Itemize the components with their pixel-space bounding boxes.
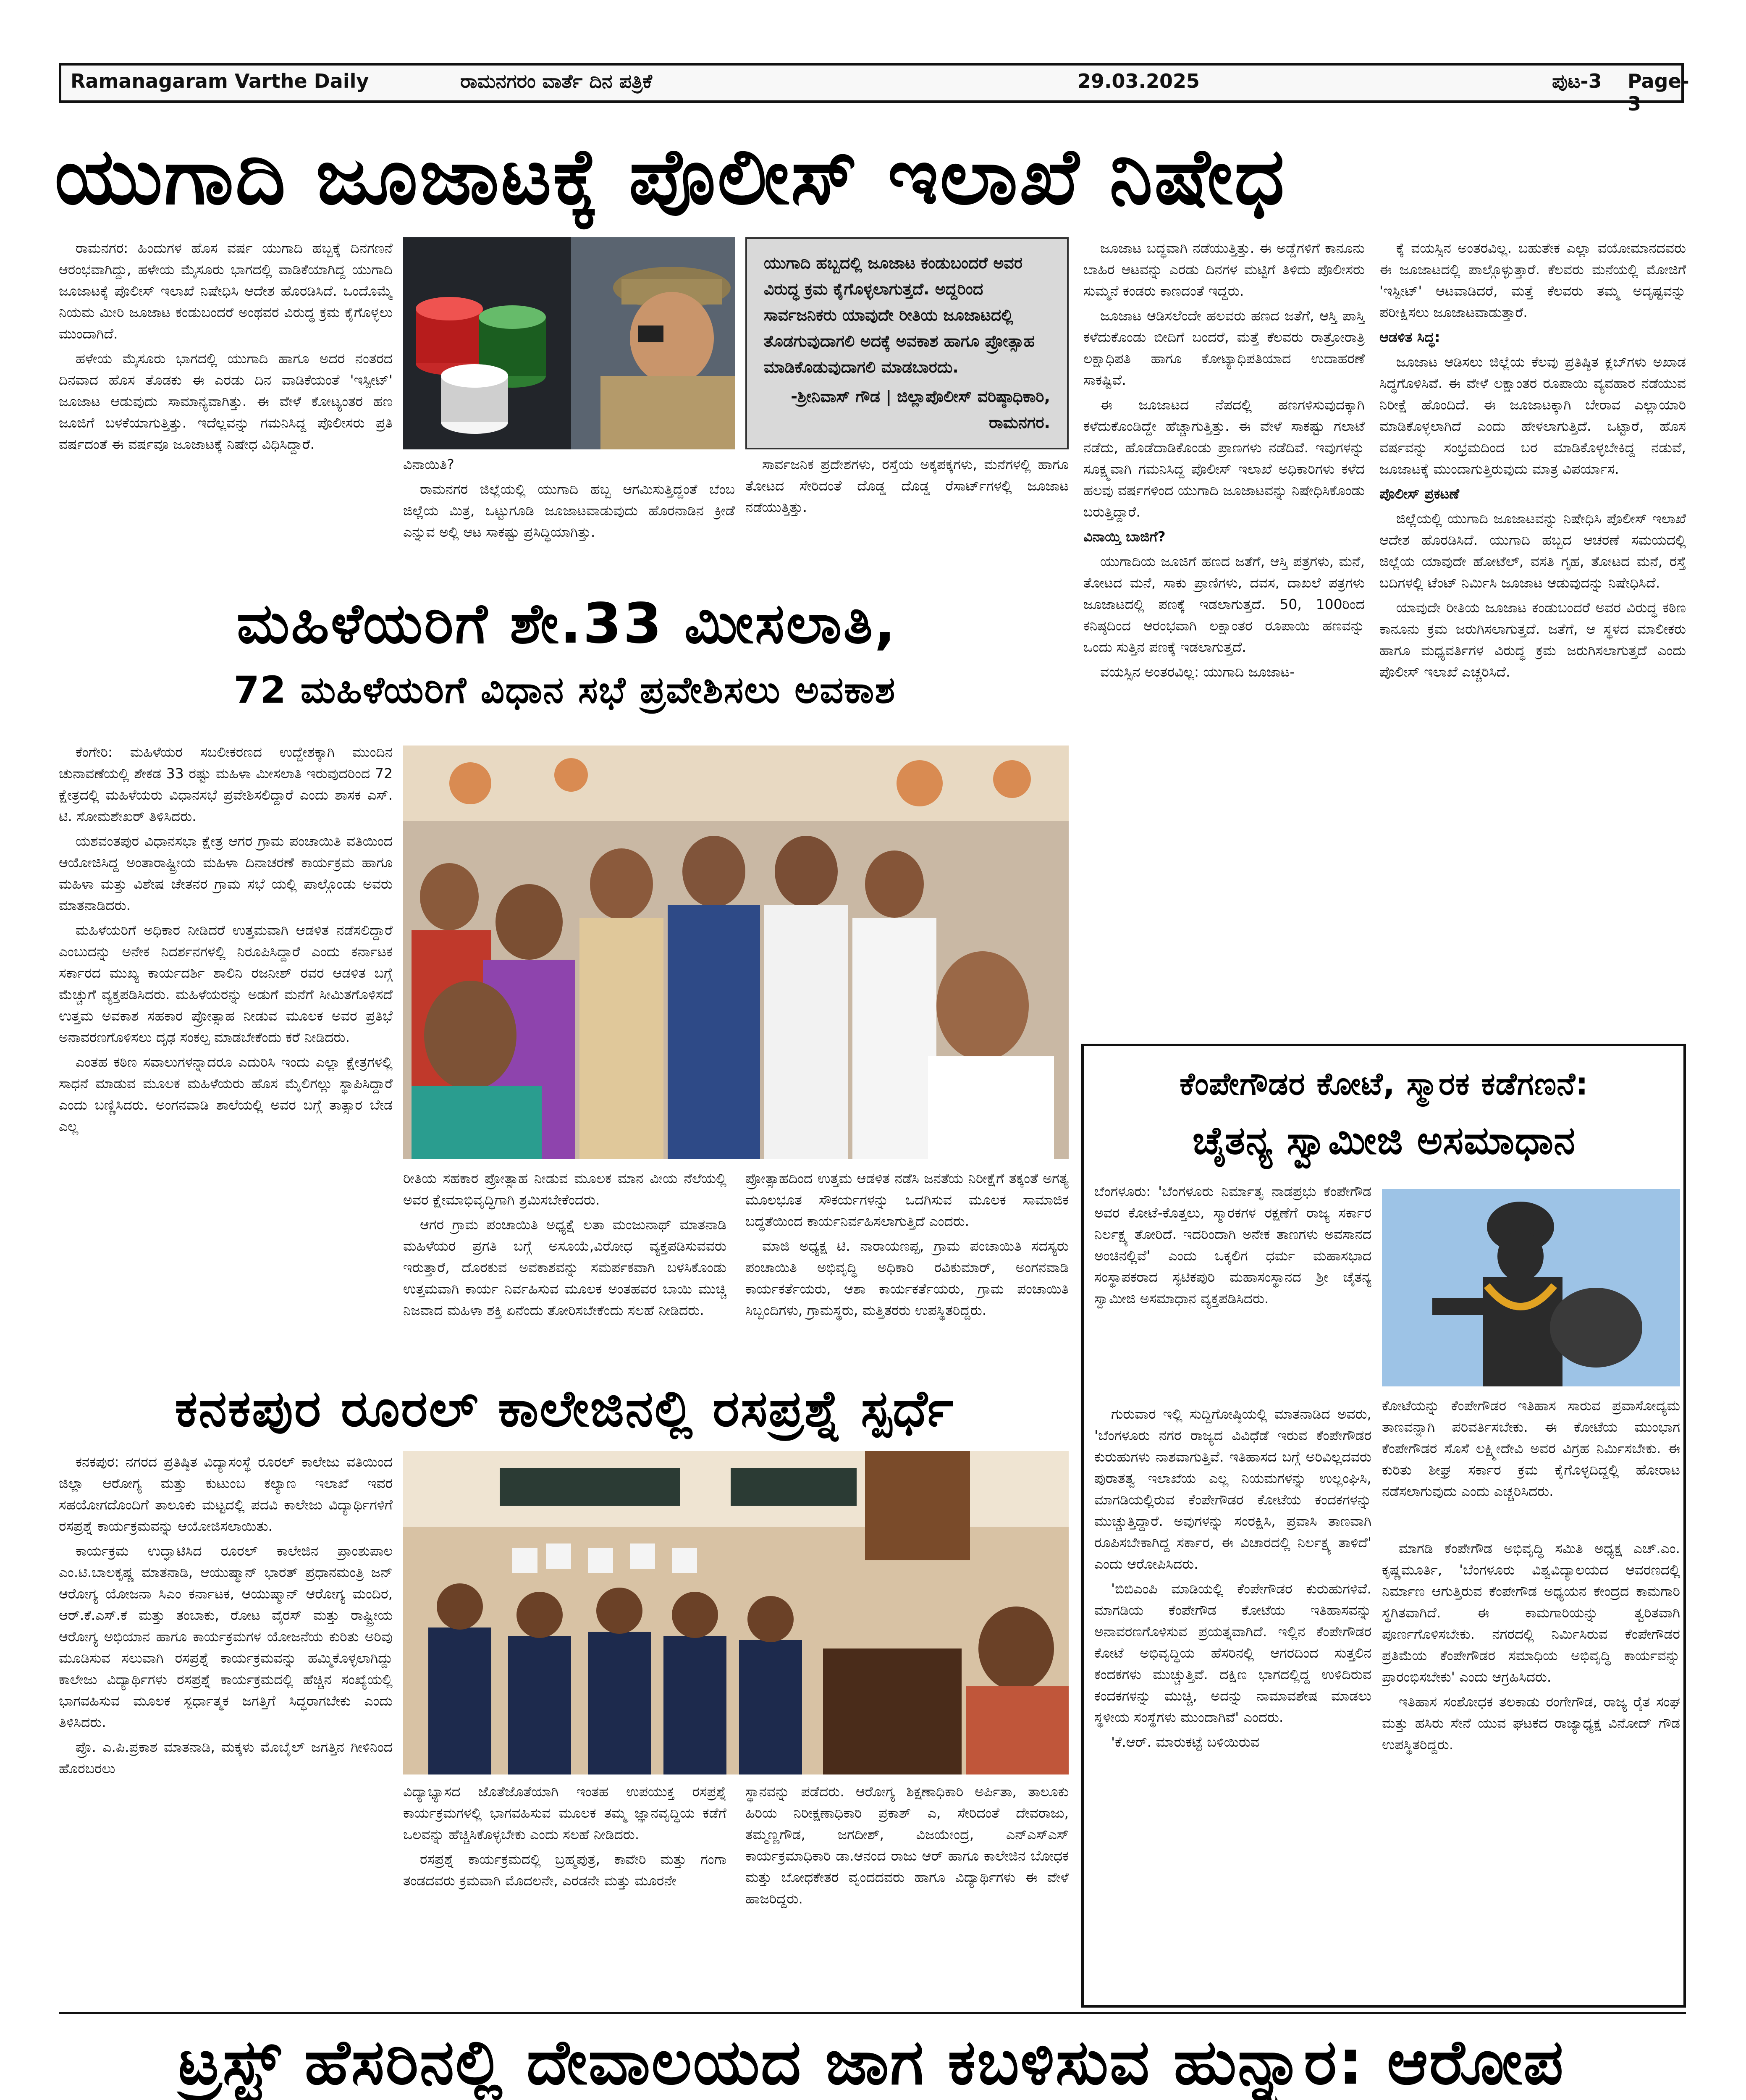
story4-photo-quiz-students [403, 1451, 1069, 1774]
paper-name-english: Ramanagaram Varthe Daily [71, 70, 369, 92]
paragraph: ಇತಿಹಾಸ ಸಂಶೋಧಕ ತಲಕಾಡು ರಂಗೇಗೌಡ, ರಾಜ್ಯ ರೈತ ಸಂಘ ಮತ್ತು ಹಸಿರು ಸೇನೆ ಯುವ ಘಟಕದ ರಾಜ್ಯಾಧ್ಯಕ್ಷ ವಿನೋದ್ ಗೌಡ ಉಪಸ್ಥಿತರಿದ್ದರು. [1382, 1693, 1680, 1753]
podium-icon [823, 1648, 962, 1774]
story3-box [1081, 1044, 1686, 2008]
paragraph: ಎಂತಹ ಕಠಿಣ ಸವಾಲುಗಳನ್ನಾದರೂ ಎದುರಿಸಿ ಇಂದು ಎಲ್ಲಾ ಕ್ಷೇತ್ರಗಳಲ್ಲಿ ಸಾಧನೆ ಮಾಡುವ ಮೂಲಕ ಮಹಿಳೆಯರು ಹೊಸ ಮೈಲಿಗಲ್ಲು ಸ್ಥಾಪಿಸಿದ್ದಾರೆ ಎಂದು ಬಣ್ಣಿಸಿದರು. ಅಂಗನವಾಡಿ ಶಾಲೆಯಲ್ಲಿ ಅವರ ಬಗ್ಗೆ ತಾತ್ಸಾರ ಬೇಡ ಎಲ್ಲ [59, 1054, 393, 1134]
subheading: ವಿನಾಯ್ತಿ ಬಾಜಿಗೆ? [1083, 528, 1166, 545]
paragraph: ಕೆಂಗೇರಿ: ಮಹಿಳೆಯರ ಸಬಲೀಕರಣದ ಉದ್ದೇಶಕ್ಕಾಗಿ ಮುಂದಿನ ಚುನಾವಣೆಯಲ್ಲಿ ಶೇಕಡ 33 ರಷ್ಟು ಮಹಿಳಾ ಮೀಸಲಾತಿ ಇರುವುದರಿಂದ 72 ಕ್ಷೇತ್ರದಲ್ಲಿ ಮಹಿಳೆಯರು ವಿಧಾನಸಭೆ ಪ್ರವೇಶಿಸಲಿದ್ದಾರೆ ಎಂದು ಶಾಸಕ ಎಸ್. ಟಿ. ಸೋಮಶೇಖರ್ ತಿಳಿಸಿದರು. [59, 744, 393, 824]
paragraph: ಕಾರ್ಯಕ್ರಮ ಉದ್ಘಾಟಿಸಿದ ರೂರಲ್ ಕಾಲೇಜಿನ ಪ್ರಾಂಶುಪಾಲ ಎಂ.ಟಿ.ಬಾಲಕೃಷ್ಣ ಮಾತನಾಡಿ, ಆಯುಷ್ಮಾನ್ ಭಾರತ್ ಪ್ರಧಾನಮಂತ್ರಿ ಜನ್ ಆರೋಗ್ಯ ಯೋಜನಾ ಸಿಎಂ ಕರ್ನಾಟಕ, ಆಯುಷ್ಮಾನ್ ಆರೋಗ್ಯ ಮಂದಿರ, ಆರ್.ಕೆ.ಎಸ್.ಕೆ ಮತ್ತು ತಂಬಾಕು, ರೋಟ ವೈರಸ್ ಮತ್ತು ರಾಷ್ಟ್ರೀಯ ಆರೋಗ್ಯ ಅಭಿಯಾನ ಹಾಗೂ ಕಾರ್ಯಕ್ರಮಗಳ ಯೋಜನೆಯ ಕುರಿತು ಅರಿವು ಮೂಡಿಸುವ ಸಲುವಾಗಿ ರಸಪ್ರಶ್ನೆ ಕಾರ್ಯಕ್ರಮವನ್ನು ಹಮ್ಮಿಕೊಳ್ಳಲಾಗಿದ್ದು ಕಾಲೇಜು ವಿದ್ಯಾರ್ಥಿಗಳು ರಸಪ್ರಶ್ನೆ ಕಾರ್ಯಕ್ರಮದಲ್ಲಿ ಹೆಚ್ಚಿನ ಸಂಖ್ಯೆಯಲ್ಲಿ ಭಾಗವಹಿಸುವ ಮೂಲಕ ಸ್ಪರ್ಧಾತ್ಮಕ ಜಗತ್ತಿಗೆ ಸಿದ್ಧರಾಗಬೇಕು ಎಂದು ತಿಳಿಸಿದರು. [59, 1543, 393, 1730]
paragraph: ಮಾಗಡಿ ಕೆಂಪೇಗೌಡ ಅಭಿವೃದ್ಧಿ ಸಮಿತಿ ಅಧ್ಯಕ್ಷ ಎಚ್.ಎಂ. ಕೃಷ್ಣಮೂರ್ತಿ, 'ಬೆಂಗಳೂರು ವಿಶ್ವವಿದ್ಯಾಲಯದ ಆವರಣದಲ್ಲಿ ನಿರ್ಮಾಣ ಆಗುತ್ತಿರುವ ಕೆಂಪೇಗೌಡ ಅಧ್ಯಯನ ಕೇಂದ್ರದ ಕಾಮಗಾರಿ ಸ್ಥಗಿತವಾಗಿದೆ. ಈ ಕಾಮಗಾರಿಯನ್ನು ತ್ವರಿತವಾಗಿ ಪೂರ್ಣಗೊಳಿಸಬೇಕು. ನಗರದಲ್ಲಿ ನಿರ್ಮಿಸಿರುವ ಕೆಂಪೇಗೌಡರ ಪ್ರತಿಮೆಯ ಕೆಂಪೇಗೌಡರ ಸಮಾಧಿಯ ಅಭಿವೃದ್ಧಿ ಕಾರ್ಯವನ್ನು ಪ್ರಾರಂಭಿಸಬೇಕು' ಎಂದು ಆಗ್ರಹಿಸಿದರು. [1382, 1540, 1680, 1685]
paragraph: ಯಶವಂತಪುರ ವಿಧಾನಸಭಾ ಕ್ಷೇತ್ರ ಆಗರ ಗ್ರಾಮ ಪಂಚಾಯಿತಿ ವತಿಯಿಂದ ಆಯೋಜಿಸಿದ್ದ ಅಂತಾರಾಷ್ಟ್ರೀಯ ಮಹಿಳಾ ದಿನಾಚರಣೆ ಕಾರ್ಯಕ್ರಮ ಹಾಗೂ ಮಹಿಳಾ ಮತ್ತು ವಿಶೇಷ ಚೇತನರ ಗ್ರಾಮ ಸಭೆ ಯಲ್ಲಿ ಪಾಲ್ಗೊಂಡು ಅವರು ಮಾತನಾಡಿದರು. [59, 833, 393, 914]
paragraph: ಪ್ರೊ. ಎ.ಪಿ.ಪ್ರಕಾಶ ಮಾತನಾಡಿ, ಮಕ್ಕಳು ಮೊಬೈಲ್ ಜಗತ್ತಿನ ಗೀಳಿನಿಂದ ಹೊರಬರಲು [59, 1739, 393, 1777]
paragraph: ಪ್ರೋತ್ಸಾಹದಿಂದ ಉತ್ತಮ ಆಡಳಿತ ನಡೆಸಿ ಜನತೆಯ ನಿರೀಕ್ಷೆಗೆ ತಕ್ಕಂತೆ ಅಗತ್ಯ ಮೂಲಭೂತ ಸೌಕರ್ಯಗಳನ್ನು ಒದಗಿಸುವ ಮೂಲಕ ಸಾಮಾಜಿಕ ಬದ್ಧತೆಯಿಂದ ಕಾರ್ಯನಿರ್ವಹಿಸಲಾಗುತ್ತಿದೆ ಎಂದರು. [745, 1170, 1069, 1229]
subheading: ಪೊಲೀಸ್ ಪ್ರಕಟಣೆ [1379, 486, 1460, 502]
story3-column-left [1094, 1403, 1371, 2000]
story1-pull-quote [745, 237, 1069, 449]
paragraph: ರಸಪ್ರಶ್ನೆ ಕಾರ್ಯಕ್ರಮದಲ್ಲಿ ಬ್ರಹ್ಮಪುತ್ರ, ಕಾವೇರಿ ಮತ್ತು ಗಂಗಾ ತಂಡದವರು ಕ್ರಮವಾಗಿ ಮೊದಲನೇ, ಎರಡನೇ ಮತ್ತು ಮೂರನೇ [403, 1851, 726, 1889]
quote-text: ಯುಗಾದಿ ಹಬ್ಬದಲ್ಲಿ ಜೂಜಾಟ ಕಂಡುಬಂದರೆ ಅವರ ವಿರುದ್ಧ ಕ್ರಮ ಕೈಗೊಳ್ಳಲಾಗುತ್ತದೆ. ಅದ್ದರಿಂದ ಸಾರ್ವಜನಿಕರು ಯಾವುದೇ ರೀತಿಯ ಜೂಜಾಟದಲ್ಲಿ ತೊಡಗುವುದಾಗಲಿ ಅದಕ್ಕೆ ಅವಕಾಶ ಹಾಗೂ ಪ್ರೋತ್ಸಾಹ ಮಾಡಿಕೊಡುವುದಾಗಲಿ ಮಾಡಬಾರದು. [764, 254, 1035, 376]
story3-column-right [1382, 1538, 1680, 2000]
story1-column-4 [1083, 237, 1365, 1033]
story4-column-2 [403, 1781, 726, 1999]
subheading: ಆಡಳಿತ ಸಿದ್ಧ: [1379, 329, 1440, 345]
story3-intro [1094, 1181, 1371, 1397]
page-number-kannada: ಪುಟ-3 [1552, 70, 1602, 92]
paragraph: ಗುರುವಾರ ಇಲ್ಲಿ ಸುದ್ದಿಗೋಷ್ಠಿಯಲ್ಲಿ ಮಾತನಾಡಿದ ಅವರು, 'ಬೆಂಗಳೂರು ನಗರ ರಾಜ್ಯದ ವಿವಿಧೆಡೆ ಇರುವ ಕೆಂಪೇಗೌಡರ ಕುರುಹುಗಳು ನಾಶವಾಗುತ್ತಿವೆ. ಇತಿಹಾಸದ ಬಗ್ಗೆ ಅರಿವಿಲ್ಲದವರು ಪುರಾತತ್ವ ಇಲಾಖೆಯ ಎಲ್ಲ ನಿಯಮಗಳನ್ನು ಉಲ್ಲಂಘಿಸಿ, ಮಾಗಡಿಯಲ್ಲಿರುವ ಕೆಂಪೇಗೌಡರ ಕೋಟೆಯ ಕಂದಕಗಳನ್ನು ಮುಚ್ಚುತ್ತಿದ್ದಾರೆ. ಅವುಗಳನ್ನು ಸಂರಕ್ಷಿಸಿ, ಪ್ರವಾಸಿ ತಾಣವಾಗಿ ರೂಪಿಸಬೇಕಾಗಿದ್ದ ಸರ್ಕಾರ, ಈ ವಿಚಾರದಲ್ಲಿ ನಿರ್ಲಕ್ಷ್ಯ ತಾಳಿದೆ' ಎಂದು ಆರೋಪಿಸಿದರು. [1094, 1406, 1371, 1572]
paragraph: ರಾಮನಗರ: ಹಿಂದುಗಳ ಹೊಸ ವರ್ಷ ಯುಗಾದಿ ಹಬ್ಬಕ್ಕೆ ದಿನಗಣನೆ ಆರಂಭವಾಗಿದ್ದು, ಹಳೇಯ ಮೈಸೂರು ಭಾಗದಲ್ಲಿ ವಾಡಿಕೆಯಾಗಿದ್ದ ಯುಗಾದಿ ಜೂಜಾಟಕ್ಕೆ ಪೊಲೀಸ್ ಇಲಾಖೆ ನಿಷೇಧಿಸಿ ಆದೇಶ ಹೊರಡಿಸಿದೆ. ಒಂದೊಮ್ಮೆ ನಿಯಮ ಮೀರಿ ಜೂಜಾಟ ಕಂಡುಬಂದರೆ ಅಂಥವರ ವಿರುದ್ಧ ಕ್ರಮ ಕೈಗೊಳ್ಳಲು ಮುಂದಾಗಿದೆ. [59, 240, 393, 342]
story4-headline: ಕನಕಪುರ ರೂರಲ್ ಕಾಲೇಜಿನಲ್ಲಿ ರಸಪ್ರಶ್ನೆ ಸ್ಪರ್ಧೆ [175, 1380, 955, 1438]
story3-right-caption [1382, 1395, 1680, 1533]
page-number-english: Page-3 [1628, 70, 1689, 115]
story4-column-1 [59, 1451, 393, 1997]
story2-headline-line1: ಮಹಿಳೆಯರಿಗೆ ಶೇ.33 ಮೀಸಲಾತಿ, [236, 591, 897, 656]
paragraph: ಹಳೇಯ ಮೈಸೂರು ಭಾಗದಲ್ಲಿ ಯುಗಾದಿ ಹಾಗೂ ಅದರ ನಂತರದ ದಿನವಾದ ಹೊಸ ತೊಡಕು ಈ ಎರಡು ದಿನ ವಾಡಿಕೆಯಂತೆ 'ಇಸ್ಪೀಟ್' ಜೂಜಾಟ ಆಡುವುದು ಸಾಮಾನ್ಯವಾಗಿತ್ತು. ಈ ವೇಳೆ ಕೋಟ್ಯಂತರ ಹಣ ಜೂಜಿಗೆ ಬಳಕೆಯಾಗುತ್ತಿತ್ತು. ಇದೆಲ್ಲವನ್ನು ಗಮನಿಸಿದ್ದ ಪೊಲೀಸರು ಪ್ರತಿ ವರ್ಷದಂತೆ ಈ ವರ್ಷವೂ ಜೂಜಾಟಕ್ಕೆ ನಿಷೇಧ ವಿಧಿಸಿದ್ದಾರೆ. [59, 350, 393, 452]
paragraph: ಮಹಿಳೆಯರಿಗೆ ಅಧಿಕಾರ ನೀಡಿದರೆ ಉತ್ತಮವಾಗಿ ಆಡಳಿತ ನಡೆಸಲಿದ್ದಾರೆ ಎಂಬುದನ್ನು ಅನೇಕ ನಿದರ್ಶನಗಳಲ್ಲಿ ನಿರೂಪಿಸಿದ್ದಾರೆ ಎಂದು ಕರ್ನಾಟಕ ಸರ್ಕಾರದ ಮುಖ್ಯ ಕಾರ್ಯದರ್ಶಿ ಶಾಲಿನಿ ರಜನೀಶ್ ರವರ ಆಡಳಿತ ಬಗ್ಗೆ ಮೆಚ್ಚುಗೆ ವ್ಯಕ್ತಪಡಿಸಿದರು. ಮಹಿಳೆಯರನ್ನು ಅಡುಗೆ ಮನೆಗೆ ಸೀಮಿತಗೊಳಿಸದೆ ಉತ್ತಮ ಅವಕಾಶ ಸಹಕಾರ ಪ್ರೋತ್ಸಾಹ ನೀಡುವ ಮೂಲಕ ಅವರ ಪ್ರತಿಭೆ ಅನಾವರಣಗೊಳಿಸಲು ದೃಢ ಸಂಕಲ್ಪ ಮಾಡಬೇಕೆಂದು ಕರೆ ನೀಡಿದರು. [59, 922, 393, 1045]
paragraph: ಜಿಲ್ಲೆಯಲ್ಲಿ ಯುಗಾದಿ ಜೂಜಾಟವನ್ನು ನಿಷೇಧಿಸಿ ಪೊಲೀಸ್ ಇಲಾಖೆ ಆದೇಶ ಹೊರಡಿಸಿದೆ. ಯುಗಾದಿ ಹಬ್ಬದ ಆಚರಣೆ ಸಮಯದಲ್ಲಿ ಜಿಲ್ಲೆಯ ಯಾವುದೇ ಹೋಟೆಲ್, ವಸತಿ ಗೃಹ, ತೋಟದ ಮನೆ, ರಸ್ತೆ ಬದಿಗಳಲ್ಲಿ ಟೆಂಟ್ ನಿರ್ಮಿಸಿ ಜೂಜಾಟ ಆಡುವುದನ್ನು ನಿಷೇಧಿಸಿದೆ. [1379, 510, 1686, 591]
paragraph: ಮಾಜಿ ಅಧ್ಯಕ್ಷ ಟಿ. ನಾರಾಯಣಪ್ಪ, ಗ್ರಾಮ ಪಂಚಾಯಿತಿ ಸದಸ್ಯರು ಪಂಚಾಯಿತಿ ಅಭಿವೃದ್ಧಿ ಅಧಿಕಾರಿ ರವಿಕುಮಾರ್, ಅಂಗನವಾಡಿ ಕಾರ್ಯಕರ್ತೆಯರು, ಆಶಾ ಕಾರ್ಯಕರ್ತೆಯರು, ಗ್ರಾಮ ಪಂಚಾಯಿತಿ ಸಿಬ್ಬಂದಿಗಳು, ಗ್ರಾಮಸ್ಥರು, ಮತ್ತಿತರರು ಉಪಸ್ಥಿತರಿದ್ದರು. [745, 1238, 1069, 1318]
story1-column-3 [745, 454, 1069, 573]
story1-headline: ಯುಗಾದಿ ಜೂಜಾಟಕ್ಕೆ ಪೊಲೀಸ್ ಇಲಾಖೆ ನಿಷೇಧ [55, 131, 1286, 222]
story2-column-2 [403, 1168, 726, 1369]
paragraph: 'ಕೆ.ಆರ್. ಮಾರುಕಟ್ಟೆ ಬಳಿಯಿರುವ [1111, 1734, 1260, 1750]
paragraph: ಈ ಜೂಜಾಟದ ನೆಪದಲ್ಲಿ ಹಣಗಳಿಸುವುದಕ್ಕಾಗಿ ಕಳೆದುಕೊಂಡಿದ್ದೇ ಹೆಚ್ಚಾಗುತ್ತಿತ್ತು. ಈ ವೇಳೆ ಸಾಕಷ್ಟು ಗಲಾಟೆ ನಡೆದು, ಹೊಡೆದಾಡಿಕೊಂಡು ಪ್ರಾಣಗಳು ನಡೆದಿವೆ. ಇವುಗಳನ್ನು ಸೂಕ್ಷ್ಮವಾಗಿ ಗಮನಿಸಿದ್ದ ಪೊಲೀಸ್ ಇಲಾಖೆ ಅಧಿಕಾರಿಗಳು ಕಳೆದ ಹಲವು ವರ್ಷಗಳಿಂದ ಯುಗಾದಿ ಜೂಜಾಟವನ್ನು ನಿಷೇಧಿಸಿಕೊಂಡು ಬರುತ್ತಿದ್ದಾರೆ. [1083, 396, 1365, 520]
paragraph: ಯಾವುದೇ ರೀತಿಯ ಜೂಜಾಟ ಕಂಡುಬಂದರೆ ಅವರ ವಿರುದ್ಧ ಕಠಿಣ ಕಾನೂನು ಕ್ರಮ ಜರುಗಿಸಲಾಗುತ್ತದೆ. ಜತೆಗೆ, ಆ ಸ್ಥಳದ ಮಾಲೀಕರು ಹಾಗೂ ಮಧ್ಯವರ್ತಿಗಳ ವಿರುದ್ಧ ಕ್ರಮ ಜರುಗಿಸಲಾಗುತ್ತದೆ ಎಂದು ಪೊಲೀಸ್ ಇಲಾಖೆ ಎಚ್ಚರಿಸಿದೆ. [1379, 599, 1686, 680]
paragraph: ಜೂಜಾಟ ಬದ್ಧವಾಗಿ ನಡೆಯುತ್ತಿತ್ತು. ಈ ಅಡ್ಡೆಗಳಿಗೆ ಕಾನೂನು ಬಾಹಿರ ಆಟವನ್ನು ಎರಡು ದಿನಗಳ ಮಟ್ಟಿಗೆ ತಿಳಿದು ಪೊಲೀಸರು ಸುಮ್ಮನೆ ಕಂಡರು ಕಾಣದಂತೆ ಇದ್ದರು. [1083, 240, 1365, 299]
paragraph: ಆಗರ ಗ್ರಾಮ ಪಂಚಾಯಿತಿ ಅಧ್ಯಕ್ಷೆ ಲತಾ ಮಂಜುನಾಥ್ ಮಾತನಾಡಿ ಮಹಿಳೆಯರ ಪ್ರಗತಿ ಬಗ್ಗೆ ಅಸೂಯೆ,ವಿರೋಧ ವ್ಯಕ್ತಪಡಿಸುವವರು ಇರುತ್ತಾರೆ, ದೊರಕುವ ಅವಕಾಶವನ್ನು ಸಮರ್ಪಕವಾಗಿ ಬಳಸಿಕೊಂಡು ಉತ್ತಮವಾಗಿ ಕಾರ್ಯ ನಿರ್ವಹಿಸುವ ಮೂಲಕ ಅಂತಹವರ ಬಾಯಿ ಮುಚ್ಚಿ ನಿಜವಾದ ಮಹಿಳಾ ಶಕ್ತಿ ಏನೆಂದು ತೋರಿಸಬೇಕೆಂದು ಸಲಹೆ ನೀಡಿದರು. [403, 1216, 726, 1318]
story1-column-2 [403, 454, 735, 573]
divider [59, 2012, 1686, 2014]
story1-column-5 [1379, 237, 1686, 1033]
paragraph: ಜೂಜಾಟ ಆಡಿಸಲು ಜಿಲ್ಲೆಯ ಕೆಲವು ಪ್ರತಿಷ್ಠಿತ ಕ್ಲಬ್‌ಗಳು ಅಖಾಡ ಸಿದ್ಧಗೊಳಿಸಿವೆ. ಈ ವೇಳೆ ಲಕ್ಷಾಂತರ ರೂಪಾಯಿ ವ್ಯವಹಾರ ನಡೆಯುವ ನಿರೀಕ್ಷೆ ಹೊಂದಿದೆ. ಈ ಜೂಜಾಟಕ್ಕಾಗಿ ಬೇರಾವ ಎಲ್ಲಾಯಾರಿ ಮಾಡಿಕೊಳ್ಳಲಾಗಿದೆ ಎಂದು ಹೇಳಲಾಗುತ್ತಿದೆ. ಒಟ್ಟಾರೆ, ಹೊಸ ವರ್ಷವನ್ನು ಸಂಭ್ರಮದಿಂದ ಬರ ಮಾಡಿಕೊಳ್ಳಬೇಕಿದ್ದ ನಡುವೆ, ಜೂಜಾಟಕ್ಕೆ ಮುಂದಾಗುತ್ತಿರುವುದು ಮಾತ್ರ ವಿಪರ್ಯಾಸ. [1379, 354, 1686, 477]
paragraph: ಜೂಜಾಟ ಆಡಿಸಲೆಂದೇ ಹಲವರು ಹಣದ ಜತೆಗೆ, ಆಸ್ತಿ ಪಾಸ್ತಿ ಕಳೆದುಕೊಂಡು ಬೀದಿಗೆ ಬಂದರೆ, ಮತ್ತೆ ಕೆಲವರು ರಾತ್ರೋರಾತ್ರಿ ಲಕ್ಷಾಧಿಪತಿ ಹಾಗೂ ಕೋಟ್ಯಾಧಿಪತಿಯಾದ ಉದಾಹರಣೆ ಸಾಕಷ್ಟಿವೆ. [1083, 307, 1365, 388]
paragraph: ಸಾರ್ವಜನಿಕ ಪ್ರದೇಶಗಳು, ರಸ್ತೆಯ ಅಕ್ಕಪಕ್ಕಗಳು, ಮನೆಗಳಲ್ಲಿ ಹಾಗೂ ತೋಟದ ಸೇರಿದಂತೆ ದೊಡ್ಡ ದೊಡ್ಡ ರೆಸಾರ್ಟ್‌ಗಳಲ್ಲಿ ಜೂಜಾಟ ನಡೆಯುತ್ತಿತ್ತು. [745, 456, 1069, 515]
paragraph: ಕನಕಪುರ: ನಗರದ ಪ್ರತಿಷ್ಠಿತ ವಿದ್ಯಾಸಂಸ್ಥೆ ರೂರಲ್ ಕಾಲೇಜು ವತಿಯಿಂದ ಜಿಲ್ಲಾ ಆರೋಗ್ಯ ಮತ್ತು ಕುಟುಂಬ ಕಲ್ಯಾಣ ಇಲಾಖೆ ಇವರ ಸಹಯೋಗದೊಂದಿಗೆ ತಾಲೂಕು ಮಟ್ಟದಲ್ಲಿ ಪದವಿ ಕಾಲೇಜು ವಿದ್ಯಾರ್ಥಿಗಳಿಗೆ ರಸಪ್ರಶ್ನೆ ಕಾರ್ಯಕ್ರಮವನ್ನು ಆಯೋಜಿಸಲಾಯಿತು. [59, 1454, 393, 1534]
police-officer-icon [571, 237, 735, 449]
story3-headline-line1: ಕೆಂಪೇಗೌಡರ ಕೋಟೆ, ಸ್ಮಾರಕ ಕಡೆಗಣನೆ: [1180, 1066, 1589, 1102]
story2-photo-womens-day-event [403, 746, 1069, 1159]
story2-column-1 [59, 741, 393, 1369]
paragraph: ರಾಮನಗರ ಜಿಲ್ಲೆಯಲ್ಲಿ ಯುಗಾದಿ ಹಬ್ಬ ಆಗಮಿಸುತ್ತಿದ್ದಂತೆ ಬೆಂಬ ಜಿಲ್ಲೆಯ ಮಿತ್ರ, ಒಟ್ಟುಗೂಡಿ ಜೂಜಾಟವಾಡುವುದು ಹೊರನಾಡಿನ ಕ್ರೀಡೆ ಎನ್ನುವ ಅಲ್ಲಿ ಆಟ ಸಾಕಷ್ಟು ಪ್ರಸಿದ್ಧಿಯಾಗಿತ್ತು. [403, 481, 735, 540]
paragraph: ಯುಗಾದಿಯ ಜೂಜಿಗೆ ಹಣದ ಜತೆಗೆ, ಆಸ್ತಿ ಪತ್ರಗಳು, ಮನೆ, ತೋಟದ ಮನೆ, ಸಾಕು ಪ್ರಾಣಿಗಳು, ದವಸ, ದಾಖಲೆ ಪತ್ರಗಳು ಜೂಜಾಟದಲ್ಲಿ ಪಣಕ್ಕೆ ಇಡಲಾಗುತ್ತದೆ. 50, 100ರಿಂದ ಕನಿಷ್ಠದಿಂದ ಆರಂಭವಾಗಿ ಲಕ್ಷಾಂತರ ರೂಪಾಯಿ ಹಣವನ್ನು ಒಂದು ಸುತ್ತಿನ ಪಣಕ್ಕೆ ಇಡಲಾಗುತ್ತದೆ. [1083, 553, 1365, 655]
story2-headline-line2: 72 ಮಹಿಳೆಯರಿಗೆ ವಿಧಾನ ಸಭೆ ಪ್ರವೇಶಿಸಲು ಅವಕಾಶ [233, 668, 896, 711]
paper-name-kannada: ರಾಮನಗರಂ ವಾರ್ತೆ ದಿನ ಪತ್ರಿಕೆ [460, 70, 652, 92]
paragraph: 'ಬಿಬಿಎಂಪಿ ಮಾಡಿಯಲ್ಲಿ ಕೆಂಪೇಗೌಡರ ಕುರುಹುಗಳಿವೆ. ಮಾಗಡಿಯ ಕೆಂಪೇಗೌಡ ಕೋಟೆಯ ಇತಿಹಾಸವನ್ನು ಅನಾವರಣಗೊಳಿಸುವ ಪ್ರಯತ್ನವಾಗಿದೆ. ಇಲ್ಲಿನ ಕೆಂಪೇಗೌಡರ ಕೋಟೆ ಅಭಿವೃದ್ಧಿಯ ಹೆಸರಿನಲ್ಲಿ ಆಗರದಿಂದ ಸುತ್ತಲಿನ ಕಂದಕಗಳು ಮುಚ್ಚುತ್ತಿವೆ. ದಕ್ಷಿಣ ಭಾಗದಲ್ಲಿದ್ದ ಉಳಿದಿರುವ ಕಂದಕಗಳನ್ನು ಮುಚ್ಚಿ, ಅದನ್ನು ನಾಮಾವಶೇಷ ಮಾಡಲು ಸ್ಥಳೀಯ ಸಂಸ್ಥೆಗಳು ಮುಂದಾಗಿವೆ' ಎಂದರು. [1094, 1580, 1371, 1725]
paragraph: ಸ್ಥಾನವನ್ನು ಪಡೆದರು. ಆರೋಗ್ಯ ಶಿಕ್ಷಣಾಧಿಕಾರಿ ಅರ್ಪಿತಾ, ತಾಲೂಕು ಹಿರಿಯ ನಿರೀಕ್ಷಣಾಧಿಕಾರಿ ಪ್ರಕಾಶ್ ಎ, ಸೇರಿದಂತೆ ದೇವರಾಜು, ತಮ್ಮಣ್ಣಗೌಡ, ಜಗದೀಶ್, ವಿಜಯೇಂದ್ರ, ಎನ್‌ಎಸ್‌ಎಸ್ ಕಾರ್ಯಕ್ರಮಾಧಿಕಾರಿ ಡಾ.ಆನಂದ ರಾಜು ಆರ್ ಹಾಗೂ ಕಾಲೇಜಿನ ಬೋಧಕ ಮತ್ತು ಬೋಧಕೇತರ ವೃಂದದವರು ಹಾಗೂ ವಿದ್ಯಾರ್ಥಿಗಳು ಈ ವೇಳೆ ಹಾಜರಿದ್ದರು. [745, 1783, 1069, 1907]
story5-headline: ಟ್ರಸ್ಟ್ ಹೆಸರಿನಲ್ಲಿ ದೇವಾಲಯದ ಜಾಗ ಕಬಳಿಸುವ ಹುನ್ನಾರ: ಆರೋಪ [178, 2026, 1565, 2098]
paragraph: ರೀತಿಯ ಸಹಕಾರ ಪ್ರೋತ್ಸಾಹ ನೀಡುವ ಮೂಲಕ ಮಾನ ವೀಯ ನೆಲೆಯಲ್ಲಿ ಅವರ ಕ್ಷೇಮಾಭಿವೃದ್ಧಿಗಾಗಿ ಶ್ರಮಿಸಬೇಕೆಂದರು. [403, 1170, 726, 1208]
story3-photo-kempegowda-statue [1382, 1189, 1680, 1386]
story3-headline-line2: ಚೈತನ್ಯ ಸ್ವಾಮೀಜಿ ಅಸಮಾಧಾನ [1192, 1118, 1576, 1163]
story4-column-3 [745, 1781, 1069, 1999]
paragraph: ವಿದ್ಯಾಭ್ಯಾಸದ ಜೊತೆಜೊತೆಯಾಗಿ ಇಂತಹ ಉಪಯುಕ್ತ ರಸಪ್ರಶ್ನೆ ಕಾರ್ಯಕ್ರಮಗಳಲ್ಲಿ ಭಾಗವಹಿಸುವ ಮೂಲಕ ತಮ್ಮ ಜ್ಞಾನವೃದ್ಧಿಯ ಕಡೆಗೆ ಒಲವನ್ನು ಹೆಚ್ಚಿಸಿಕೊಳ್ಳಬೇಕು ಎಂದು ಸಲಹೆ ನೀಡಿದರು. [403, 1783, 726, 1843]
story1-column-1 [59, 237, 393, 573]
story2-column-3 [745, 1168, 1069, 1369]
issue-date: 29.03.2025 [1077, 70, 1200, 92]
paragraph: ಕೋಟೆಯನ್ನು ಕೆಂಪೇಗೌಡರ ಇತಿಹಾಸ ಸಾರುವ ಪ್ರವಾಸೋದ್ಯಮ ತಾಣವನ್ನಾಗಿ ಪರಿವರ್ತಿಸಬೇಕು. ಈ ಕೋಟೆಯ ಮುಂಭಾಗ ಕೆಂಪೇಗೌಡರ ಸೊಸೆ ಲಕ್ಷ್ಮೀದೇವಿ ಅವರ ವಿಗ್ರಹ ನಿರ್ಮಿಸಬೇಕು. ಈ ಕುರಿತು ಶೀಘ್ರ ಸರ್ಕಾರ ಕ್ರಮ ಕೈಗೊಳ್ಳದಿದ್ದಲ್ಲಿ ಹೋರಾಟ ನಡೆಸಲಾಗುವುದು ಎಂದು ಎಚ್ಚರಿಸಿದರು. [1382, 1397, 1680, 1499]
quote-attribution: -ಶ್ರೀನಿವಾಸ್ ಗೌಡ | ಜಿಲ್ಲಾಪೊಲೀಸ್ ವರಿಷ್ಠಾಧಿಕಾರಿ, ರಾಮನಗರ. [791, 387, 1050, 432]
paragraph: ಕ್ಕೆ ವಯಸ್ಸಿನ ಅಂತರವಿಲ್ಲ. ಬಹುತೇಕ ಎಲ್ಲಾ ವಯೋಮಾನದವರು ಈ ಜೂಜಾಟದಲ್ಲಿ ಪಾಲ್ಗೊಳ್ಳುತ್ತಾರೆ. ಕೆಲವರು ಮನೆಯಲ್ಲಿ ಮೋಜಿಗೆ 'ಇಸ್ಪೀಟ್' ಆಟವಾಡಿದರೆ, ಮತ್ತೆ ಕೆಲವರು ತಮ್ಮ ಅದೃಷ್ಟವನ್ನು ಪರೀಕ್ಷಿಸಲು ಜೂಜಾಟವಾಡುತ್ತಾರೆ. [1379, 240, 1686, 320]
paragraph: ಬೆಂಗಳೂರು: 'ಬೆಂಗಳೂರು ನಿರ್ಮಾತೃ ನಾಡಪ್ರಭು ಕೆಂಪೇಗೌಡ ಅವರ ಕೋಟೆ-ಕೊತ್ತಲು, ಸ್ಮಾರಕಗಳ ರಕ್ಷಣೆಗೆ ರಾಜ್ಯ ಸರ್ಕಾರ ನಿರ್ಲಕ್ಷ್ಯ ತೋರಿದೆ. ಇದರಿಂದಾಗಿ ಅನೇಕ ತಾಣಗಳು ಅವಸಾನದ ಅಂಚಿನಲ್ಲಿವೆ' ಎಂದು ಒಕ್ಕಲಿಗ ಧರ್ಮ ಮಹಾಸಭಾದ ಸಂಸ್ಥಾಪಕರಾದ ಸ್ಫಟಿಕಪುರಿ ಮಹಾಸಂಸ್ಥಾನದ ಶ್ರೀ ಚೈತನ್ಯ ಸ್ವಾಮೀಜಿ ಅಸಮಾಧಾನ ವ್ಯಕ್ತಪಡಿಸಿದರು. [1094, 1183, 1371, 1307]
paragraph: ವಿನಾಯಿತಿ? [403, 456, 454, 472]
story1-photo-chips-police [403, 237, 735, 449]
paragraph: ವಯಸ್ಸಿನ ಅಂತರವಿಲ್ಲ: ಯುಗಾದಿ ಜೂಜಾಟ- [1100, 664, 1295, 680]
masthead [59, 63, 1689, 115]
